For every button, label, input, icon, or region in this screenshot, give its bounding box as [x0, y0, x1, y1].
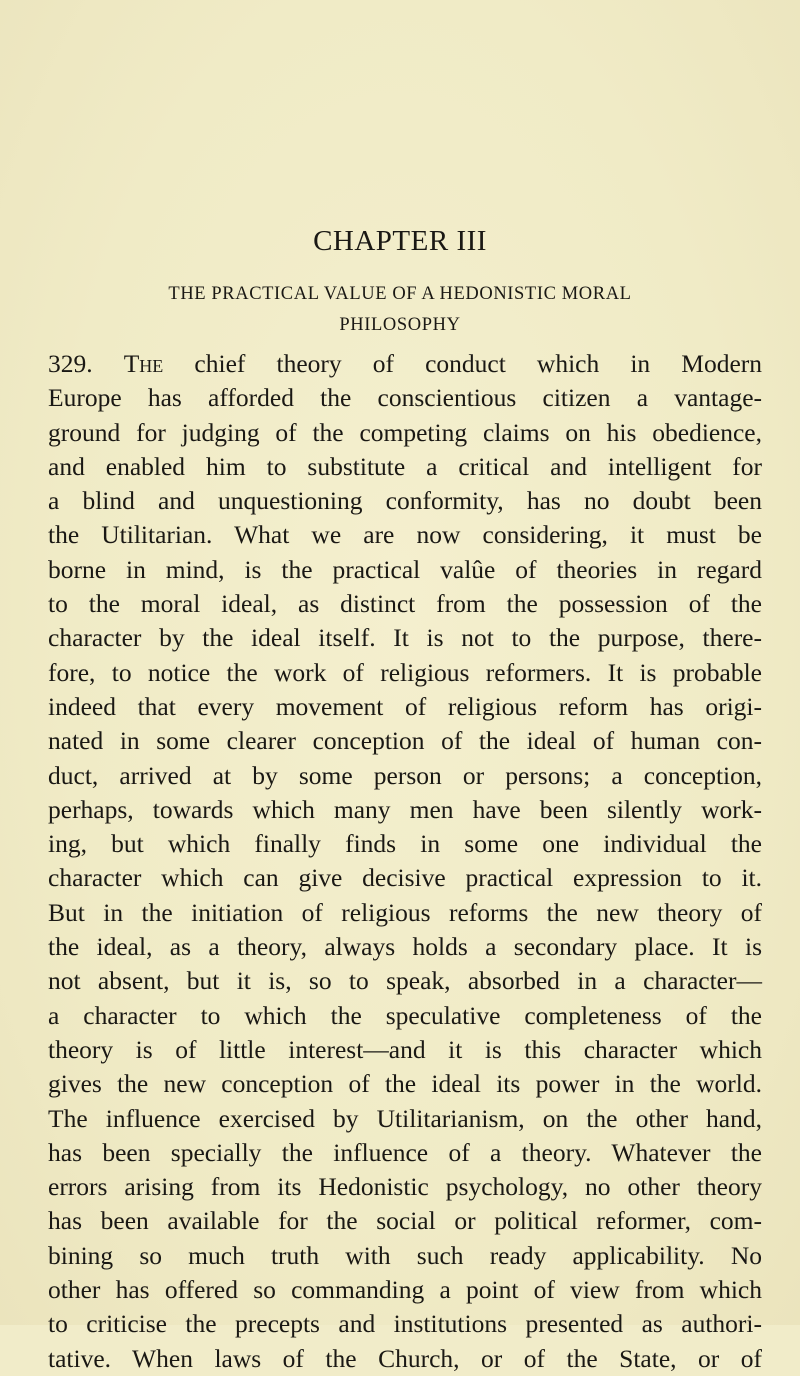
text-line: to the moral ideal, as distinct from the possession of the [48, 589, 762, 619]
text-line: borne in mind, is the practical valûe of theories in regard [48, 554, 762, 584]
paragraph-first-line [48, 347, 762, 381]
text-line: tative. When laws of the Church, or of the State, or of [48, 1343, 762, 1373]
text-line: not absent, but it is, so to speak, absorbed in a character— [48, 966, 762, 996]
text-line: fore, to notice the work of religious reformers. It is probable [48, 657, 762, 687]
text-line: gives the new conception of the ideal its power in the world. [48, 1069, 762, 1099]
text-line: has been specially the influence of a theory. Whatever the [48, 1137, 762, 1167]
text-line: The influence exercised by Utilitarianism, on the other hand, [48, 1103, 762, 1133]
chapter-title [40, 279, 760, 341]
text-line: character which can give decisive practical expression to it. [48, 863, 762, 893]
text-line: indeed that every movement of religious reform has origi- [48, 691, 762, 721]
text-line: duct, arrived at by some person or persons; a conception, [48, 760, 762, 790]
text-line: a blind and unquestioning conformity, has no doubt been [48, 486, 762, 516]
paragraph-lead-word: The [123, 349, 164, 378]
text-line: Europe has afforded the conscientious citizen a vantage- [48, 383, 762, 413]
chapter-heading: CHAPTER III [313, 225, 487, 257]
chapter-title-line: THE PRACTICAL VALUE OF A HEDONISTIC MORAL [168, 284, 632, 304]
text-line: other has offered so commanding a point of view from which [48, 1275, 762, 1305]
text-line: the ideal, as a theory, always holds a secondary place. It is [48, 932, 762, 962]
paragraph-number: 329. [48, 349, 93, 378]
text-line: bining so much truth with such ready applicability. No [48, 1240, 762, 1270]
text-line: theory is of little interest—and it is this character which [48, 1034, 762, 1064]
text-line: and enabled him to substitute a critical and intelligent for [48, 451, 762, 481]
text-line: nated in some clearer conception of the ideal of human con- [48, 726, 762, 756]
text-line: character by the ideal itself. It is not to the purpose, there- [48, 623, 762, 653]
text-line: ing, but which finally finds in some one individual the [48, 829, 762, 859]
text-line: a character to which the speculative completeness of the [48, 1000, 762, 1030]
text-line: the Utilitarian. What we are now considering, it must be [48, 520, 762, 550]
text-line: But in the initiation of religious reforms the new theory of [48, 897, 762, 927]
text-line: chief theory of conduct which in Modern [194, 349, 762, 378]
body-paragraph [48, 347, 762, 1376]
chapter-title-line: PHILOSOPHY [339, 315, 461, 335]
text-line: errors arising from its Hedonistic psychology, no other theory [48, 1172, 762, 1202]
text-line: ground for judging of the competing claims on his obedience, [48, 417, 762, 447]
text-line: to criticise the precepts and institutions presented as authori- [48, 1309, 762, 1339]
text-line: perhaps, towards which many men have been silently work- [48, 794, 762, 824]
text-line: has been available for the social or political reformer, com- [48, 1206, 762, 1236]
